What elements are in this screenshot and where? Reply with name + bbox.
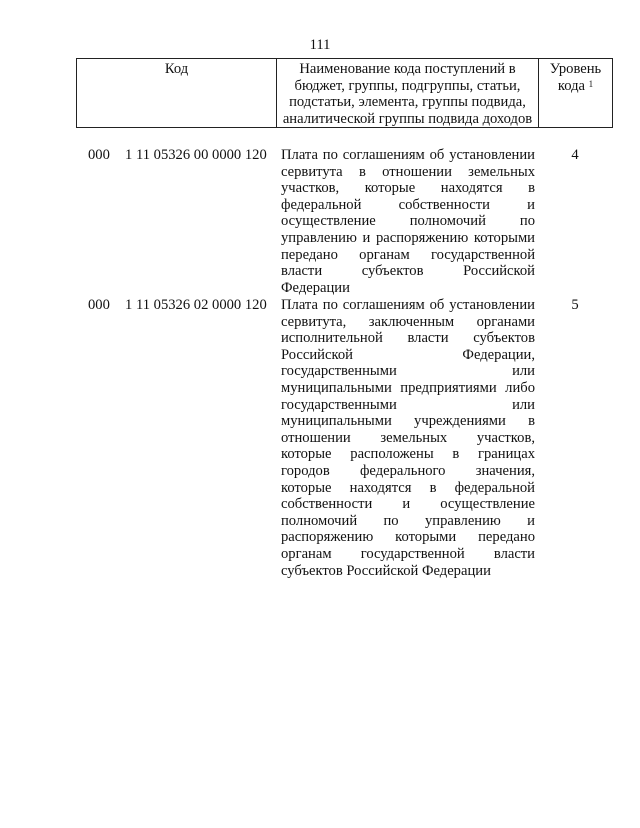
table-header	[76, 58, 613, 128]
header-name: Наименование кода поступлений в бюджет, группы, подгруппы, статьи, подстатьи, элемента, группы подвида, аналитической группы подвида доходов	[277, 59, 539, 127]
row-admin-code: 000	[88, 147, 110, 163]
header-level	[539, 59, 612, 127]
header-code: Код	[77, 59, 277, 127]
row-revenue-code: 1 11 05326 02 0000 120	[125, 297, 267, 313]
row-revenue-name: Плата по соглашениям об установлении сервитута в отношении земельных участков, которые находятся в федеральной собственности и осуществление полномочий по управлению и распоряжению которыми передано органам государственной власти субъектов Российской Федерации	[281, 147, 535, 296]
row-revenue-name: Плата по соглашениям об установлении сервитута, заключенным органами исполнительной власти субъектов Российской Федерации, государственными или муниципальными предприятиями либо государственными или муниципальными учреждениями в отношении земельных участков, которые расположены в границах городов федерального значения, которые находятся в федеральной собственности и осуществление полномочий по управлению и распоряжению которыми передано органам государственной власти субъектов Российской Федерации	[281, 297, 535, 579]
row-code-level: 4	[571, 147, 579, 163]
row-code-level: 5	[571, 297, 579, 313]
page-number: 111	[309, 37, 331, 53]
row-admin-code: 000	[88, 297, 110, 313]
row-revenue-code: 1 11 05326 00 0000 120	[125, 147, 267, 163]
header-level-footnote: 1	[588, 78, 594, 89]
header-level-label: Уровень кода	[549, 61, 602, 94]
